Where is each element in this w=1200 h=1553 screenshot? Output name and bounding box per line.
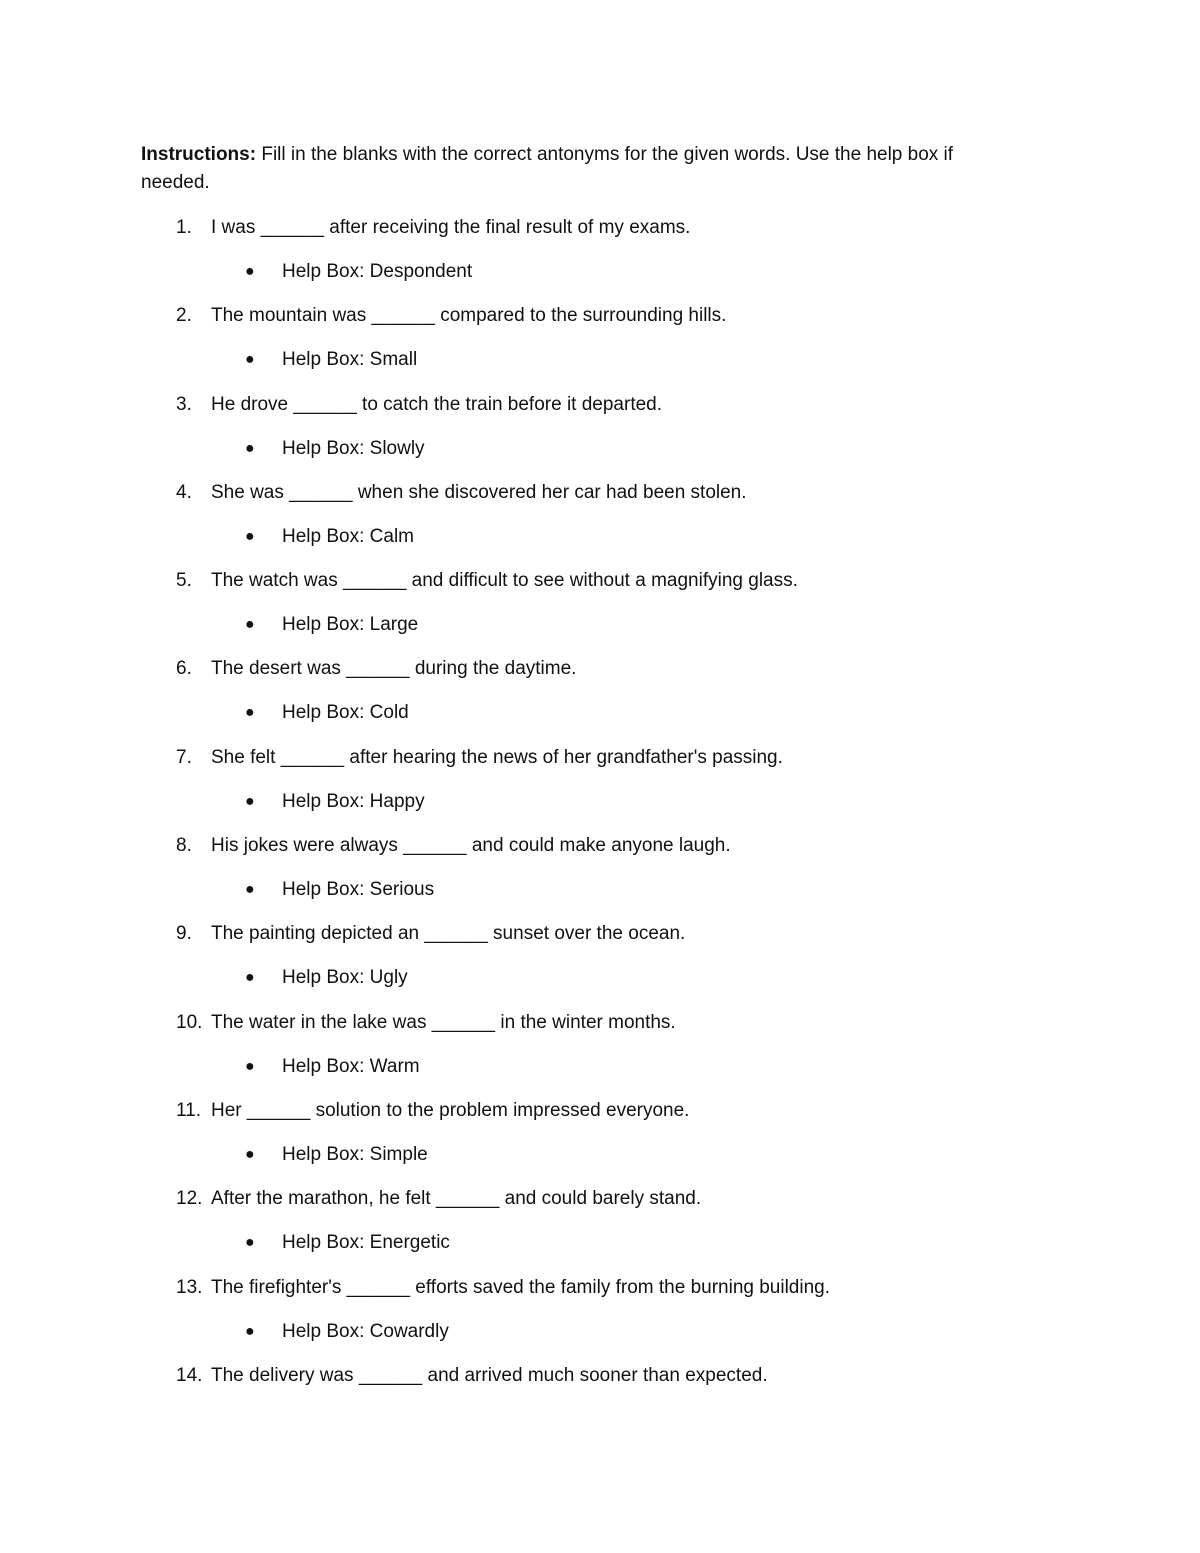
question-item [0,215,1200,303]
bullet-icon: ● [245,704,255,722]
question-sentence: The firefighter's ______ efforts saved the family from the burning building. [211,1276,831,1298]
bullet-icon: ● [245,881,255,899]
bullet-icon: ● [245,263,255,280]
question-number: 14. [176,1364,203,1386]
question-number: 2. [176,305,192,327]
question-number: 6. [176,658,192,680]
question-sentence: The water in the lake was ______ in the winter months. [211,1011,676,1033]
question-sentence: The desert was ______ during the daytime. [211,658,577,680]
question-item [0,1186,1200,1274]
question-number: 11. [176,1099,202,1121]
question-item [0,1098,1200,1186]
question-item [0,745,1200,833]
question-sentence: The watch was ______ and difficult to see without a magnifying glass. [211,570,798,592]
help-box-text: Help Box: Small [282,349,418,371]
question-number: 1. [176,217,192,238]
bullet-icon: ● [245,792,255,810]
help-box-text: Help Box: Happy [282,790,425,812]
question-item [0,303,1200,391]
question-sentence: Her ______ solution to the problem impressed everyone. [211,1099,690,1121]
bullet-icon: ● [245,1145,255,1163]
question-number: 9. [176,923,192,945]
question-number: 12. [176,1188,203,1210]
question-item [0,568,1200,656]
question-sentence: The painting depicted an ______ sunset over the ocean. [211,923,686,945]
question-number: 3. [176,393,192,415]
help-box-text: Help Box: Slowly [282,437,425,459]
question-number: 8. [176,835,192,857]
help-box-text: Help Box: Serious [282,879,435,901]
bullet-icon: ● [245,1234,255,1252]
bullet-icon: ● [245,616,255,634]
question-sentence: She was ______ when she discovered her car had been stolen. [211,481,747,503]
help-box-text: Help Box: Cowardly [282,1320,449,1342]
question-item [0,1275,1200,1363]
instructions-label: Instructions: [141,144,257,165]
question-sentence: I was ______ after receiving the final result of my exams. [211,217,691,238]
question-item [0,656,1200,744]
help-box-text: Help Box: Cold [282,702,409,724]
question-item [0,833,1200,921]
question-item [0,392,1200,480]
question-item [0,1010,1200,1098]
help-box-text: Help Box: Energetic [282,1232,450,1254]
bullet-icon: ● [245,351,255,369]
question-sentence: After the marathon, he felt ______ and could barely stand. [211,1188,702,1210]
question-number: 4. [176,481,192,503]
question-sentence: The delivery was ______ and arrived much sooner than expected. [211,1364,768,1386]
bullet-icon: ● [245,439,255,457]
question-sentence: She felt ______ after hearing the news of her grandfather's passing. [211,746,783,768]
question-number: 5. [176,570,192,592]
question-sentence: He drove ______ to catch the train before it departed. [211,393,663,415]
question-item [0,921,1200,1009]
bullet-icon: ● [245,1057,255,1075]
help-box-text: Help Box: Warm [282,1055,420,1077]
question-item [0,1363,1200,1451]
question-sentence: The mountain was ______ compared to the surrounding hills. [211,305,727,327]
question-number: 7. [176,746,192,768]
help-box-text: Help Box: Ugly [282,967,408,989]
help-box-text: Help Box: Despondent [282,261,473,282]
instructions-text: Fill in the blanks with the correct antonyms for the given words. Use the help box if needed. [141,144,954,193]
question-number: 10. [176,1011,203,1033]
help-box-text: Help Box: Large [282,614,419,636]
question-sentence: His jokes were always ______ and could make anyone laugh. [211,835,731,857]
instructions-paragraph [141,141,1021,197]
bullet-icon: ● [245,527,255,545]
question-item [0,480,1200,568]
question-number: 13. [176,1276,203,1298]
help-box-text: Help Box: Calm [282,525,414,547]
bullet-icon: ● [245,969,255,987]
help-box-text: Help Box: Simple [282,1143,428,1165]
bullet-icon: ● [245,1322,255,1340]
question-list [0,215,1200,1451]
